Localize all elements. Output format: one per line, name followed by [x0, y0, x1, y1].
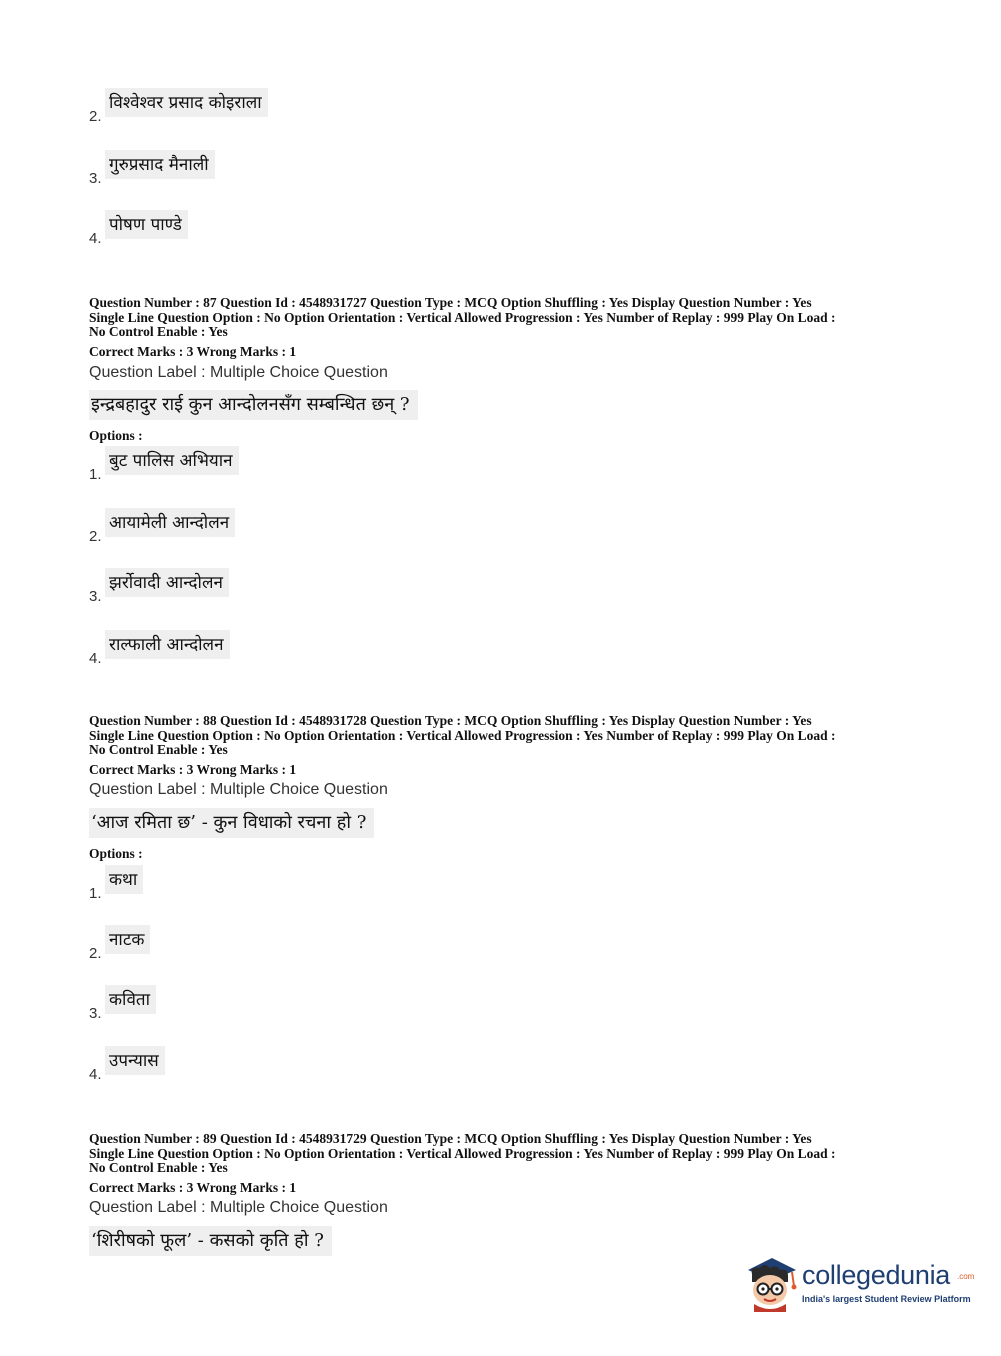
option-number: 2.	[89, 945, 102, 962]
option-text: उपन्यास	[105, 1046, 165, 1075]
option-number: 3.	[89, 588, 102, 605]
option-number: 4.	[89, 650, 102, 667]
option-text: कविता	[105, 985, 156, 1014]
option-number: 1.	[89, 466, 102, 483]
option-number: 3.	[89, 1005, 102, 1022]
option-number: 2.	[89, 108, 102, 125]
question-meta-line: Single Line Question Option : No Option Orientation : Vertical Allowed Progression : Yes Number of Replay : 999 Play On Load :	[89, 309, 836, 325]
option-text: विश्वेश्वर प्रसाद कोइराला	[105, 88, 268, 117]
option-text: बुट पालिस अभियान	[105, 446, 239, 475]
option-text: आयामेली आन्दोलन	[105, 508, 235, 537]
logo-name: collegedunia	[802, 1260, 951, 1290]
question-meta	[89, 714, 919, 758]
question-meta-line: Question Number : 88 Question Id : 4548931728 Question Type : MCQ Option Shuffling : Yes Display Question Number : Yes	[89, 713, 812, 728]
question-marks: Correct Marks : 3 Wrong Marks : 1	[89, 1180, 297, 1195]
option-text: झर्रोवादी आन्दोलन	[105, 568, 229, 597]
question-label: Question Label : Multiple Choice Question	[89, 364, 388, 381]
option-number: 3.	[89, 170, 102, 187]
question-marks: Correct Marks : 3 Wrong Marks : 1	[89, 762, 297, 777]
question-label: Question Label : Multiple Choice Question	[89, 781, 388, 798]
mascot-icon	[742, 1252, 800, 1312]
option-number: 4.	[89, 1066, 102, 1083]
option-text: राल्फाली आन्दोलन	[105, 630, 230, 659]
option-text: कथा	[105, 865, 143, 894]
option-text: नाटक	[105, 925, 150, 954]
question-meta-line: Single Line Question Option : No Option Orientation : Vertical Allowed Progression : Yes Number of Replay : 999 Play On Load :	[89, 727, 836, 743]
question-label: Question Label : Multiple Choice Question	[89, 1199, 388, 1216]
logo-tagline: India's largest Student Review Platform	[802, 1294, 971, 1304]
question-marks: Correct Marks : 3 Wrong Marks : 1	[89, 344, 297, 359]
option-number: 4.	[89, 230, 102, 247]
question-meta-line: No Control Enable : Yes	[89, 742, 228, 757]
question-meta	[89, 1132, 919, 1176]
logo-suffix: .com	[957, 1272, 975, 1281]
question-meta-line: No Control Enable : Yes	[89, 324, 228, 339]
question-text: ‘शिरीषको फूल’ - कसको कृति हो ?	[89, 1226, 332, 1256]
question-meta-line: No Control Enable : Yes	[89, 1160, 228, 1175]
options-label: Options :	[89, 428, 143, 443]
option-text: पोषण पाण्डे	[105, 210, 188, 239]
question-meta	[89, 296, 919, 340]
option-number: 1.	[89, 885, 102, 902]
question-meta-line: Question Number : 87 Question Id : 4548931727 Question Type : MCQ Option Shuffling : Yes Display Question Number : Yes	[89, 295, 812, 310]
collegedunia-logo	[742, 1250, 975, 1316]
option-text: गुरुप्रसाद मैनाली	[105, 150, 215, 179]
question-text: ‘आज रमिता छ’ - कुन विधाको रचना हो ?	[89, 808, 374, 838]
options-label: Options :	[89, 846, 143, 861]
question-meta-line: Single Line Question Option : No Option Orientation : Vertical Allowed Progression : Yes Number of Replay : 999 Play On Load :	[89, 1145, 836, 1161]
question-text: इन्द्रबहादुर राई कुन आन्दोलनसँग सम्बन्धित छन् ?	[89, 390, 418, 420]
option-number: 2.	[89, 528, 102, 545]
question-meta-line: Question Number : 89 Question Id : 4548931729 Question Type : MCQ Option Shuffling : Yes Display Question Number : Yes	[89, 1131, 812, 1146]
